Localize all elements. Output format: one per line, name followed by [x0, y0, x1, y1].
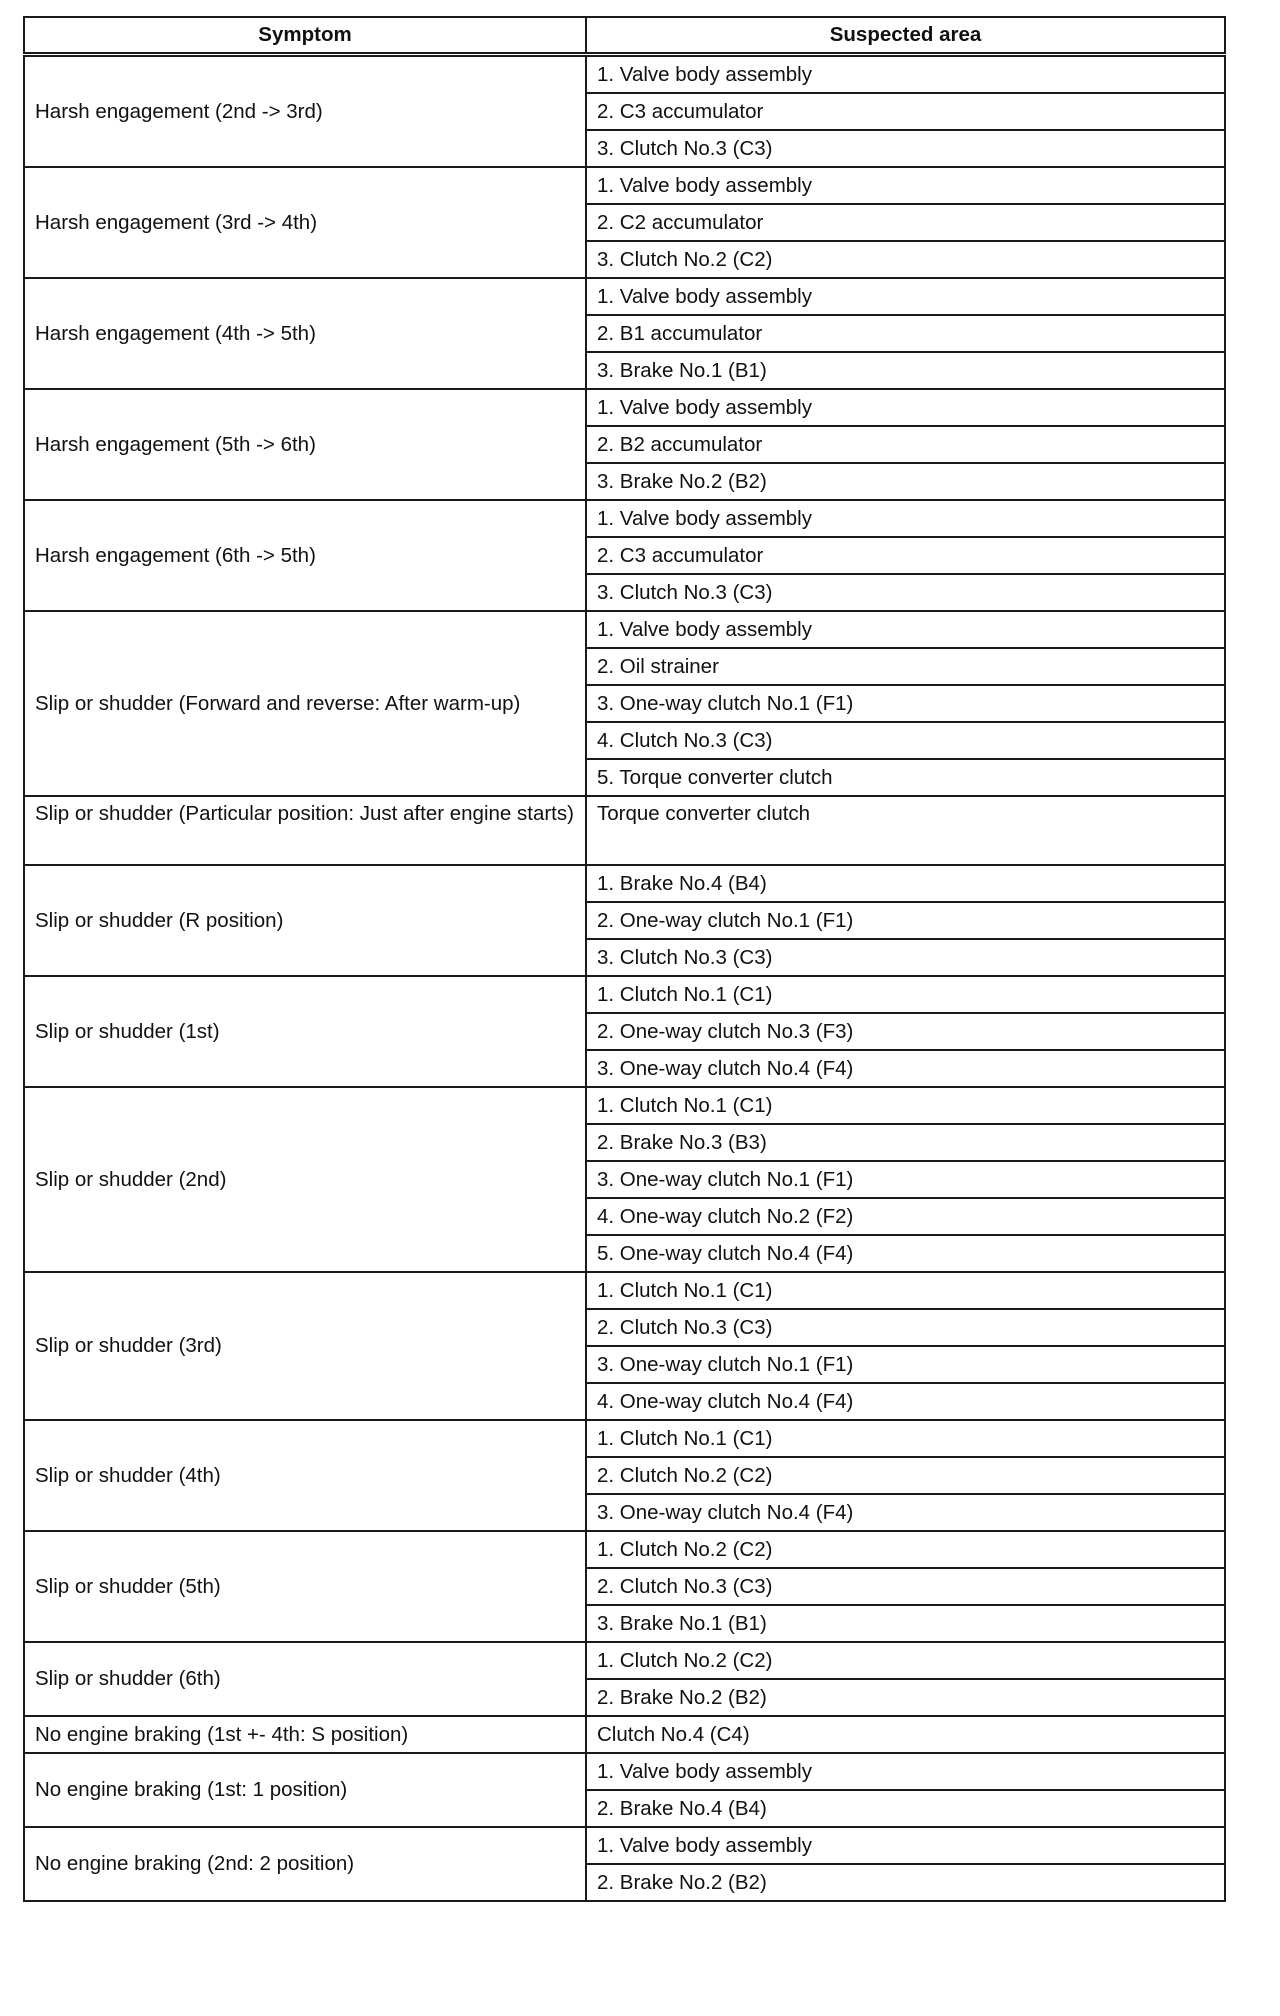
- symptom-table: [23, 16, 1226, 1902]
- symptom-cell: Slip or shudder (R position): [24, 865, 586, 976]
- suspected-area-cell: 1. Clutch No.2 (C2): [586, 1531, 1225, 1568]
- symptom-cell: Slip or shudder (6th): [24, 1642, 586, 1716]
- suspected-area-cell: 1. Valve body assembly: [586, 500, 1225, 537]
- symptom-cell: Harsh engagement (3rd -> 4th): [24, 167, 586, 278]
- suspected-area-cell: 3. One-way clutch No.1 (F1): [586, 685, 1225, 722]
- table-row: [24, 611, 1225, 648]
- suspected-area-cell: 1. Valve body assembly: [586, 1753, 1225, 1790]
- suspected-area-cell: 1. Clutch No.1 (C1): [586, 1272, 1225, 1309]
- suspected-area-cell: 1. Valve body assembly: [586, 389, 1225, 426]
- symptom-cell: Slip or shudder (Particular position: Just after engine starts): [24, 796, 586, 865]
- table-row: [24, 865, 1225, 902]
- table-row: [24, 1827, 1225, 1864]
- table-row: [24, 500, 1225, 537]
- table-row: [24, 1531, 1225, 1568]
- suspected-area-cell: 2. Clutch No.3 (C3): [586, 1568, 1225, 1605]
- header-suspected-area: Suspected area: [586, 17, 1225, 55]
- symptom-cell: Slip or shudder (5th): [24, 1531, 586, 1642]
- suspected-area-cell: Clutch No.4 (C4): [586, 1716, 1225, 1753]
- suspected-area-cell: 3. One-way clutch No.1 (F1): [586, 1161, 1225, 1198]
- suspected-area-cell: 1. Clutch No.1 (C1): [586, 1087, 1225, 1124]
- suspected-area-cell: 2. Brake No.3 (B3): [586, 1124, 1225, 1161]
- suspected-area-cell: 2. Brake No.2 (B2): [586, 1679, 1225, 1716]
- suspected-area-cell: 2. C3 accumulator: [586, 537, 1225, 574]
- symptom-cell: No engine braking (1st +- 4th: S position): [24, 1716, 586, 1753]
- suspected-area-cell: 2. B2 accumulator: [586, 426, 1225, 463]
- table-row: [24, 167, 1225, 204]
- suspected-area-cell: Torque converter clutch: [586, 796, 1225, 865]
- symptom-cell: Harsh engagement (2nd -> 3rd): [24, 55, 586, 168]
- suspected-area-cell: 3. One-way clutch No.4 (F4): [586, 1050, 1225, 1087]
- symptom-cell: Slip or shudder (Forward and reverse: After warm-up): [24, 611, 586, 796]
- suspected-area-cell: 2. Clutch No.3 (C3): [586, 1309, 1225, 1346]
- suspected-area-cell: 3. One-way clutch No.4 (F4): [586, 1494, 1225, 1531]
- suspected-area-cell: 2. One-way clutch No.3 (F3): [586, 1013, 1225, 1050]
- suspected-area-cell: 4. One-way clutch No.4 (F4): [586, 1383, 1225, 1420]
- symptom-cell: Slip or shudder (2nd): [24, 1087, 586, 1272]
- suspected-area-cell: 1. Valve body assembly: [586, 278, 1225, 315]
- suspected-area-cell: 3. Brake No.1 (B1): [586, 352, 1225, 389]
- symptom-cell: Slip or shudder (1st): [24, 976, 586, 1087]
- table-row: [24, 1420, 1225, 1457]
- suspected-area-cell: 3. Brake No.1 (B1): [586, 1605, 1225, 1642]
- suspected-area-cell: 2. B1 accumulator: [586, 315, 1225, 352]
- table-row: [24, 55, 1225, 94]
- table-row: [24, 1272, 1225, 1309]
- symptom-cell: Harsh engagement (5th -> 6th): [24, 389, 586, 500]
- suspected-area-cell: 3. Clutch No.3 (C3): [586, 939, 1225, 976]
- symptom-cell: No engine braking (1st: 1 position): [24, 1753, 586, 1827]
- symptom-cell: No engine braking (2nd: 2 position): [24, 1827, 586, 1901]
- suspected-area-cell: 2. C2 accumulator: [586, 204, 1225, 241]
- suspected-area-cell: 1. Valve body assembly: [586, 167, 1225, 204]
- suspected-area-cell: 2. Clutch No.2 (C2): [586, 1457, 1225, 1494]
- suspected-area-cell: 1. Clutch No.1 (C1): [586, 976, 1225, 1013]
- suspected-area-cell: 1. Valve body assembly: [586, 1827, 1225, 1864]
- suspected-area-cell: 2. Brake No.4 (B4): [586, 1790, 1225, 1827]
- table-header-row: [24, 17, 1225, 55]
- table-body: [24, 55, 1225, 1902]
- table-row: [24, 389, 1225, 426]
- suspected-area-cell: 1. Valve body assembly: [586, 55, 1225, 94]
- table-row: [24, 796, 1225, 865]
- suspected-area-cell: 3. Clutch No.3 (C3): [586, 574, 1225, 611]
- suspected-area-cell: 4. One-way clutch No.2 (F2): [586, 1198, 1225, 1235]
- suspected-area-cell: 2. C3 accumulator: [586, 93, 1225, 130]
- header-symptom: Symptom: [24, 17, 586, 55]
- suspected-area-cell: 3. Brake No.2 (B2): [586, 463, 1225, 500]
- symptom-cell: Harsh engagement (6th -> 5th): [24, 500, 586, 611]
- table-row: [24, 1642, 1225, 1679]
- table-row: [24, 1087, 1225, 1124]
- suspected-area-cell: 3. Clutch No.3 (C3): [586, 130, 1225, 167]
- suspected-area-cell: 2. Oil strainer: [586, 648, 1225, 685]
- suspected-area-cell: 3. One-way clutch No.1 (F1): [586, 1346, 1225, 1383]
- suspected-area-cell: 1. Clutch No.2 (C2): [586, 1642, 1225, 1679]
- suspected-area-cell: 5. One-way clutch No.4 (F4): [586, 1235, 1225, 1272]
- suspected-area-cell: 5. Torque converter clutch: [586, 759, 1225, 796]
- suspected-area-cell: 4. Clutch No.3 (C3): [586, 722, 1225, 759]
- suspected-area-cell: 2. Brake No.2 (B2): [586, 1864, 1225, 1901]
- suspected-area-cell: 1. Valve body assembly: [586, 611, 1225, 648]
- suspected-area-cell: 2. One-way clutch No.1 (F1): [586, 902, 1225, 939]
- table-row: [24, 278, 1225, 315]
- table-row: [24, 1716, 1225, 1753]
- suspected-area-cell: 1. Brake No.4 (B4): [586, 865, 1225, 902]
- symptom-cell: Slip or shudder (3rd): [24, 1272, 586, 1420]
- table-row: [24, 976, 1225, 1013]
- symptom-cell: Slip or shudder (4th): [24, 1420, 586, 1531]
- table-row: [24, 1753, 1225, 1790]
- suspected-area-cell: 1. Clutch No.1 (C1): [586, 1420, 1225, 1457]
- symptom-cell: Harsh engagement (4th -> 5th): [24, 278, 586, 389]
- suspected-area-cell: 3. Clutch No.2 (C2): [586, 241, 1225, 278]
